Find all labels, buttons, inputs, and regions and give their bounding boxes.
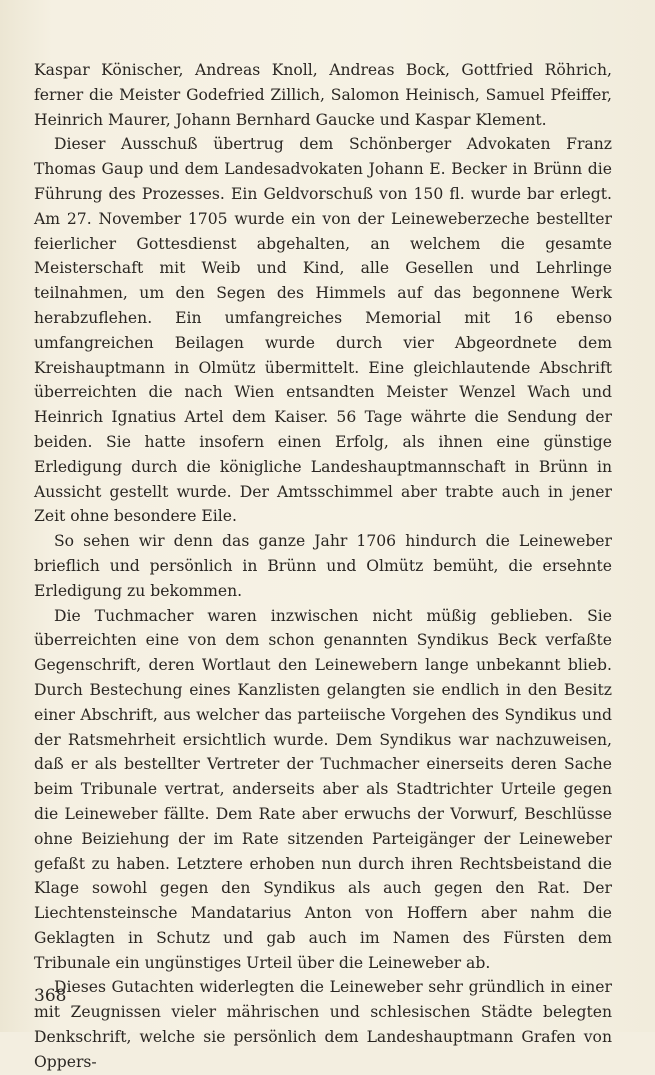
body-text xyxy=(34,58,612,1075)
paragraph-3: So sehen wir denn das ganze Jahr 1706 hindurch die Leineweber brieflich und persönlich in Brünn und Olmütz bemüht, die ersehnte Erledigung zu bekommen. xyxy=(34,532,612,600)
page-number: 368 xyxy=(34,986,67,1006)
paragraph-5: Dieses Gutachten widerlegten die Leineweber sehr gründlich in einer mit Zeugnissen vieler mährischen und schlesischen Städte belegten Denkschrift, welche sie persönlich dem Landeshauptmann Grafen von Oppers- xyxy=(34,978,612,1071)
paragraph-4: Die Tuchmacher waren inzwischen nicht müßig geblieben. Sie überreichten eine von dem schon genannten Syndikus Beck verfaßte Gegenschrift, deren Wortlaut den Leinewebern lange unbekannt blieb. Durch Bestechung eines Kanzlisten gelangten sie endlich in den Besitz einer Abschrift, aus welcher das parteiische Vorgehen des Syndikus und der Ratsmehrheit ersichtlich wurde. Dem Syndikus war nachzuweisen, daß er als bestellter Vertreter der Tuchmacher einerseits deren Sache beim Tribunale vertrat, anderseits aber als Stadtrichter Urteile gegen die Leineweber fällte. Dem Rate aber erwuchs der Vorwurf, Beschlüsse ohne Beiziehung der im Rate sitzenden Parteigänger der Leineweber gefaßt zu haben. Letztere erhoben nun durch ihren Rechtsbeistand die Klage sowohl gegen den Syndikus als auch gegen den Rat. Der Liechtensteinsche Mandatarius Anton von Hoffern aber nahm die Geklagten in Schutz und gab auch im Namen des Fürsten dem Tribunale ein ungünstiges Urteil über die Leineweber ab. xyxy=(34,606,612,972)
paragraph-2: Dieser Ausschuß übertrug dem Schönberger Advokaten Franz Thomas Gaup und dem Landesadvokaten Johann E. Becker in Brünn die Führung des Prozesses. Ein Geldvorschuß von 150 fl. wurde bar erlegt. Am 27. November 1705 wurde ein von der Leineweberzeche bestellter feierlicher Gottesdienst abgehalten, an welchem die gesamte Meisterschaft mit Weib und Kind, alle Gesellen und Lehrlinge teilnahmen, um den Segen des Himmels auf das begonnene Werk herabzuflehen. Ein umfangreiches Memorial mit 16 ebenso umfangreichen Beilagen wurde durch vier Abgeordnete dem Kreishauptmann in Olmütz übermittelt. Eine gleichlautende Abschrift überreichten die nach Wien entsandten Meister Wenzel Wach und Heinrich Ignatius Artel dem Kaiser. 56 Tage währte die Sendung der beiden. Sie hatte insofern einen Erfolg, als ihnen eine günstige Erledigung durch die königliche Landeshauptmannschaft in Brünn in Aussicht gestellt wurde. Der Amtsschimmel aber trabte auch in jener Zeit ohne besondere Eile. xyxy=(34,135,612,526)
paragraph-1: Kaspar Könischer, Andreas Knoll, Andreas Bock, Gottfried Röhrich, ferner die Meister Godefried Zillich, Salomon Heinisch, Samuel Pfeiffer, Heinrich Maurer, Johann Bernhard Gaucke und Kaspar Klement. xyxy=(34,61,612,129)
